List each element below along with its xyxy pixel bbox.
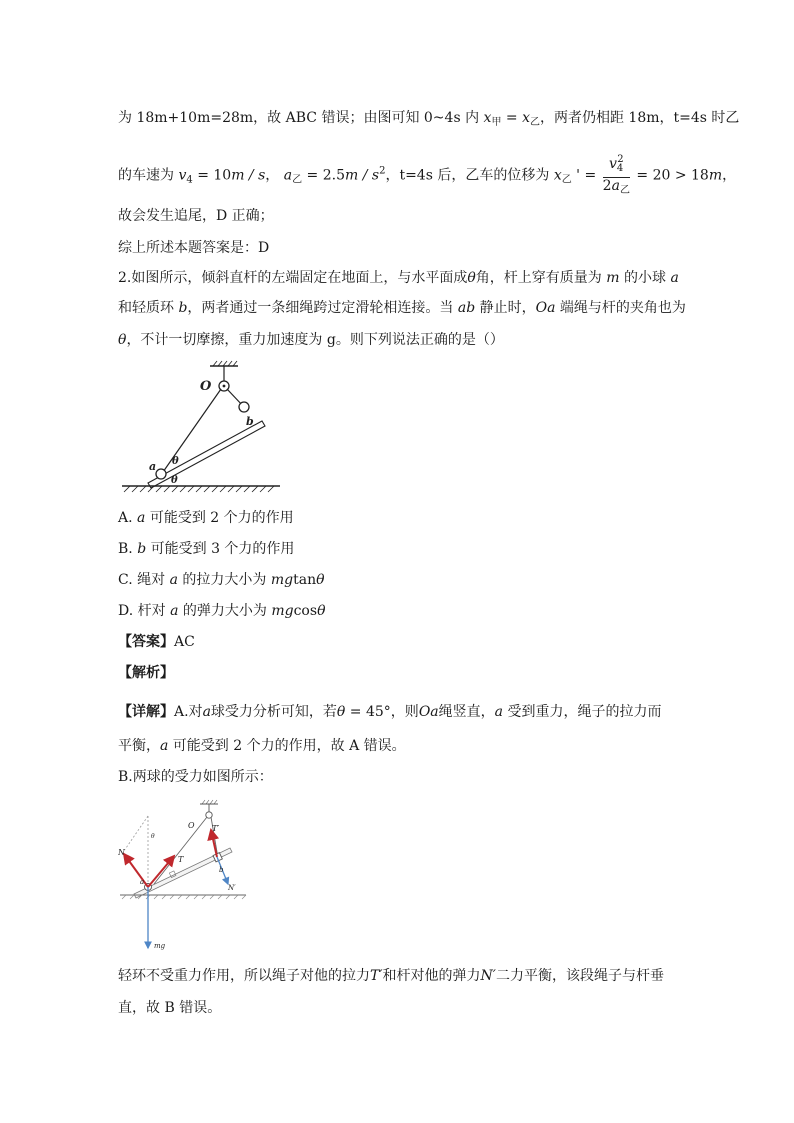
math-a: a: [611, 178, 620, 194]
text: ，t=4s 后，乙车的位移为: [385, 167, 554, 184]
math-theta: θ: [316, 572, 325, 588]
text: 的车速为: [118, 167, 179, 184]
question-2-line-2: [118, 298, 686, 318]
math-v: v: [608, 156, 617, 172]
text: 球受力分析可知，若: [210, 704, 337, 720]
label-a: a: [140, 878, 145, 886]
label-T: T: [178, 855, 184, 864]
option-d: [118, 601, 326, 621]
text: 静止时，: [475, 300, 536, 316]
text: ，两者仍相距 18m，t=4s 时乙: [539, 110, 740, 126]
fraction: [603, 152, 630, 199]
text: 可能受到 2 个力的作用: [145, 510, 294, 526]
math-unit: m / s: [231, 167, 266, 184]
text: 的拉力大小为: [177, 572, 271, 588]
text: tan: [293, 572, 317, 588]
text: 的小球: [619, 270, 671, 286]
math-x: x: [483, 110, 492, 126]
text: ，两者通过一条细绳跨过定滑轮相连接。当: [187, 300, 458, 316]
option-b: [118, 539, 294, 559]
label-O: O: [200, 379, 212, 394]
sub: 4: [616, 163, 624, 174]
math-a: a: [170, 603, 179, 619]
math-mg: mg: [271, 603, 294, 619]
text: 2: [602, 178, 612, 194]
text: C. 绳对: [118, 572, 170, 588]
math-theta: θ: [336, 704, 346, 720]
text: 可能受到 2 个力的作用，故 A 错误。: [168, 738, 406, 754]
math-v: v: [178, 167, 187, 184]
label-theta-ground: θ: [171, 475, 178, 486]
text: 和杆对他的弹力: [382, 968, 481, 984]
label-mg: mg: [154, 942, 166, 950]
math-mg: mg: [270, 572, 294, 588]
sub-yi: 乙: [619, 185, 630, 196]
text: A.对: [174, 704, 203, 720]
label-T-prime: T′: [212, 824, 220, 833]
math-x: x: [522, 110, 530, 126]
figure-incline-pulley: [118, 360, 288, 495]
math-ab: ab: [457, 300, 476, 316]
text: ，: [265, 167, 280, 184]
detail-line-1: [118, 702, 661, 722]
math-b: b: [178, 300, 188, 316]
text: 可能受到 3 个力的作用: [146, 541, 295, 557]
math-theta: θ: [467, 270, 476, 286]
sub-jia: 甲: [491, 117, 502, 128]
text-line-3: 故会发生追尾，D 正确；: [118, 208, 274, 224]
answer-value: AC: [174, 634, 195, 650]
text: ' =: [571, 167, 601, 184]
math-m: m: [606, 270, 620, 286]
figure-force-diagram: [118, 798, 258, 953]
label-b: b: [219, 866, 224, 874]
text: ，不计一切摩擦，重力加速度为 g。则下列说法正确的是（）: [126, 332, 504, 348]
sub-yi: 乙: [561, 174, 572, 186]
question-2-line-3: [118, 330, 504, 350]
last-line-2: 直，故 B 错误。: [118, 1000, 222, 1016]
sup: 2: [617, 154, 624, 165]
text-line-2: [118, 152, 736, 199]
math-theta: θ: [317, 603, 326, 619]
text-line-1: [118, 108, 739, 133]
math-unit: m / s: [345, 167, 380, 184]
sub-yi: 乙: [529, 117, 540, 128]
text: 二力平衡，该段绳子与杆垂: [495, 968, 664, 984]
text: = 2.5: [302, 167, 345, 184]
math-Oa: Oa: [535, 300, 556, 316]
text: 2.如图所示，倾斜直杆的左端固定在地面上，与水平面成: [118, 270, 468, 286]
text-line-4: 综上所述本题答案是：D: [118, 240, 270, 256]
text: 和轻质环: [118, 300, 179, 316]
text: = 20 > 18: [631, 167, 709, 184]
text: 的弹力大小为: [178, 603, 272, 619]
text: cos: [293, 603, 318, 619]
text: 绳竖直，: [438, 704, 495, 720]
math-x: x: [553, 167, 562, 184]
math-a: a: [670, 270, 679, 286]
text: = 45°，则: [345, 704, 419, 720]
math-b: b: [137, 541, 147, 557]
text: =: [501, 110, 523, 126]
answer-line: [118, 632, 195, 652]
text: 为 18m+10m=28m，故 ABC 错误；由图可知 0~4s 内: [118, 110, 484, 126]
label-theta: θ: [151, 833, 155, 840]
math-a: a: [137, 510, 146, 526]
math-a: a: [202, 704, 211, 720]
text: ，: [722, 167, 737, 184]
b-analysis-line: B.两球的受力如图所示：: [118, 769, 273, 785]
math-T-prime: T′: [370, 968, 383, 984]
label-O: O: [188, 821, 195, 830]
text: 角，杆上穿有质量为: [475, 270, 607, 286]
math-N-prime: N′: [480, 968, 496, 984]
math-theta: θ: [118, 332, 127, 348]
question-2-line-1: [118, 268, 679, 288]
text: 端绳与杆的夹角也为: [555, 300, 686, 316]
option-c: [118, 570, 325, 590]
label-theta-rope: θ: [172, 456, 179, 467]
math-a: a: [494, 704, 503, 720]
text: D. 杆对: [118, 603, 171, 619]
math-a: a: [169, 572, 178, 588]
detail-line-2: [118, 736, 406, 756]
text: = 10: [192, 167, 232, 184]
label-N: N: [118, 848, 125, 857]
last-line-1: [118, 966, 664, 986]
text: A.: [118, 510, 138, 526]
answer-label: 【答案】: [118, 634, 174, 650]
text: 轻环不受重力作用，所以绳子对他的拉力: [118, 968, 370, 984]
detail-label: 【详解】: [118, 704, 174, 720]
math-Oa: Oa: [418, 704, 439, 720]
option-a: [118, 508, 294, 528]
sub: 4: [186, 174, 193, 186]
text: 受到重力，绳子的拉力而: [503, 704, 662, 720]
analysis-label: 【解析】: [118, 665, 174, 681]
label-a: a: [149, 460, 157, 473]
text: 平衡，: [118, 738, 160, 754]
sup: 2: [379, 165, 386, 177]
math-a: a: [160, 738, 169, 754]
math-m: m: [708, 167, 723, 184]
math-a: a: [283, 167, 293, 184]
label-N-prime: N′: [228, 884, 236, 892]
text: B.: [118, 541, 138, 557]
sub-yi: 乙: [292, 174, 303, 186]
label-b: b: [246, 415, 254, 428]
